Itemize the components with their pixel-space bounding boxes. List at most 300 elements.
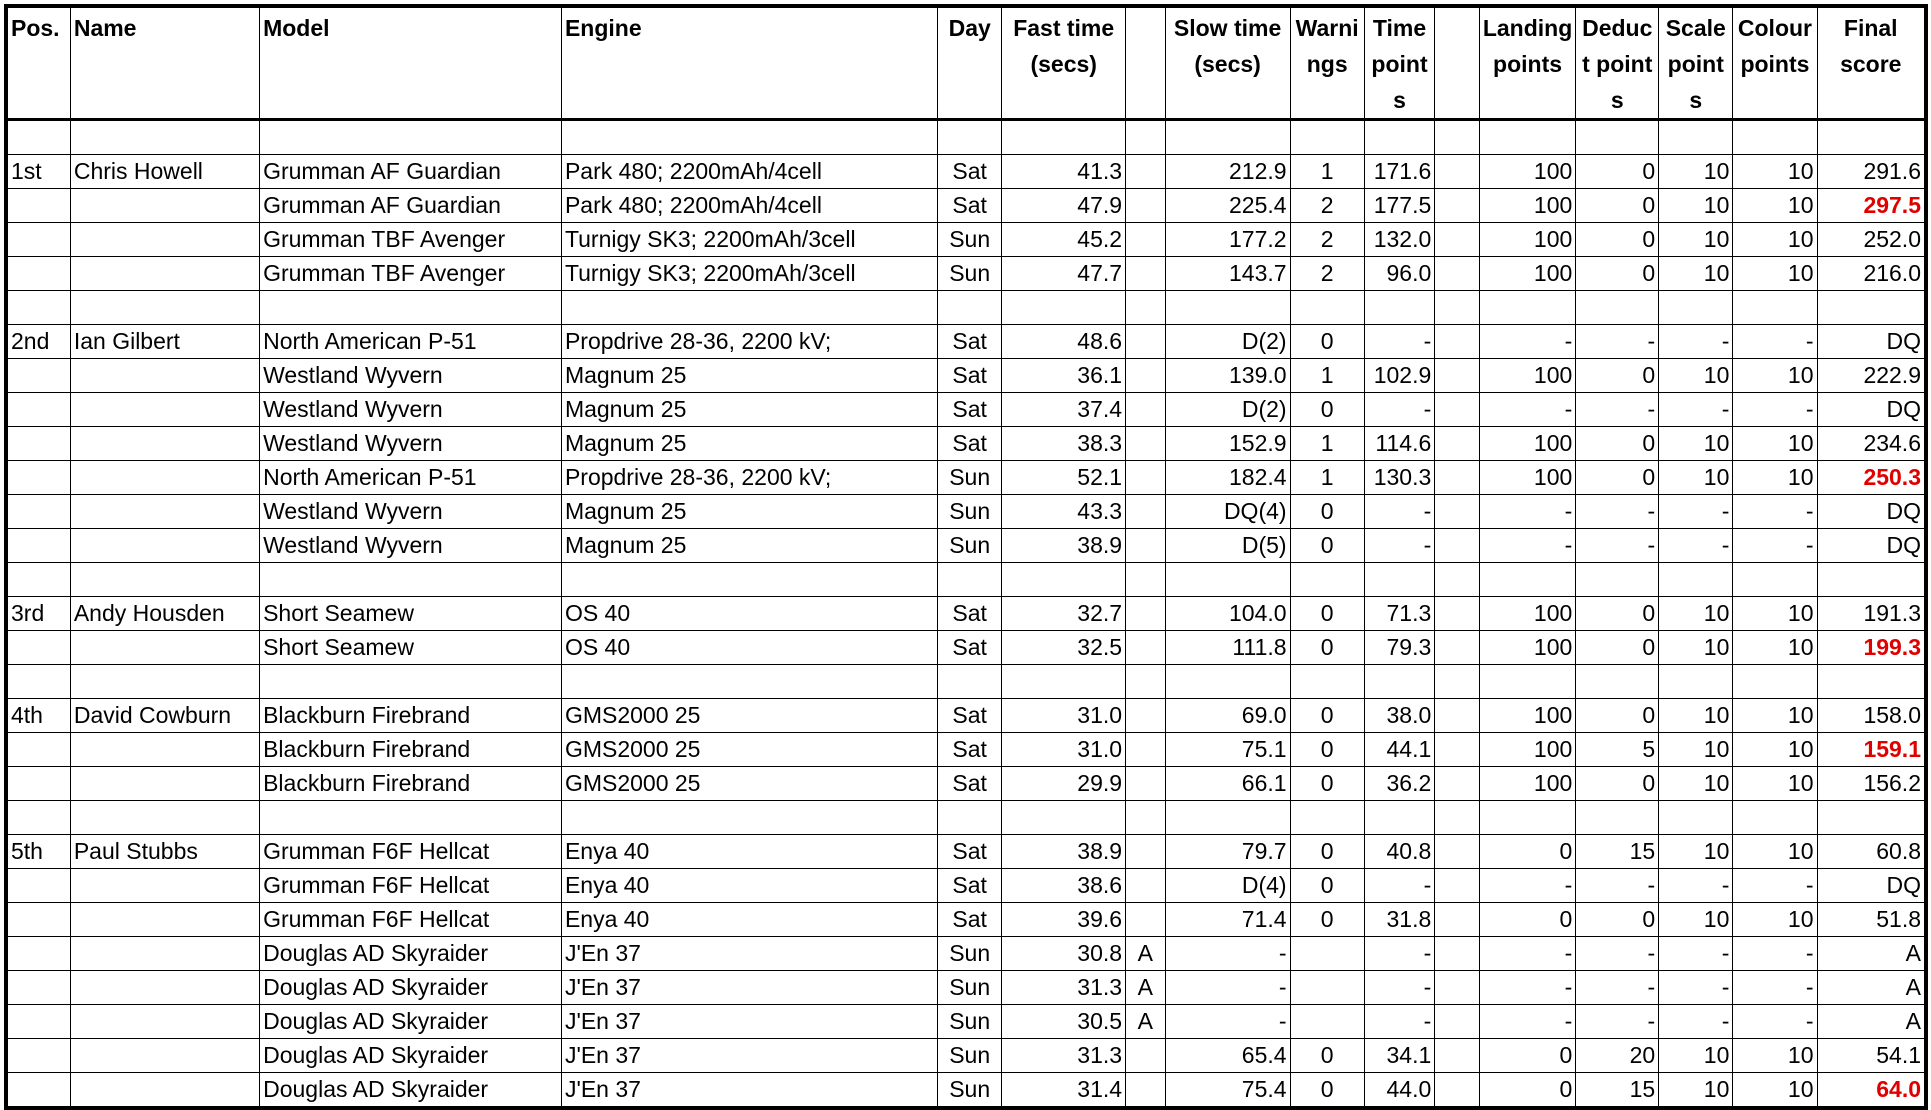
cell-colour-points[interactable]: 10 [1733,155,1817,189]
cell-time-points[interactable] [1364,291,1435,325]
cell-deduct-points[interactable] [1576,665,1659,699]
cell-scale-points[interactable]: 10 [1659,223,1733,257]
cell-final-score[interactable]: DQ [1817,869,1926,903]
cell-name[interactable] [70,733,259,767]
cell-name[interactable] [70,427,259,461]
cell-scale-points[interactable]: - [1659,971,1733,1005]
cell-deduct-points[interactable]: 0 [1576,631,1659,665]
cell-colour-points[interactable]: - [1733,937,1817,971]
cell-engine[interactable]: Magnum 25 [561,495,937,529]
cell-slow-time[interactable]: 177.2 [1165,223,1290,257]
cell-warnings[interactable]: 2 [1290,223,1364,257]
cell-colour-points[interactable]: 10 [1733,461,1817,495]
cell-model[interactable]: Douglas AD Skyraider [260,937,562,971]
cell-flag[interactable] [1126,291,1166,325]
cell-slow-time[interactable]: 139.0 [1165,359,1290,393]
cell-warnings[interactable] [1290,971,1364,1005]
cell-name[interactable] [70,291,259,325]
cell-fast-time[interactable]: 31.3 [1002,971,1126,1005]
cell-colour-points[interactable]: 10 [1733,1073,1817,1109]
cell-flag[interactable] [1126,631,1166,665]
cell-model[interactable] [260,563,562,597]
cell-time-points[interactable]: - [1364,393,1435,427]
cell-blank[interactable] [1435,495,1480,529]
cell-deduct-points[interactable]: 15 [1576,835,1659,869]
cell-colour-points[interactable] [1733,120,1817,155]
cell-scale-points[interactable]: - [1659,937,1733,971]
cell-scale-points[interactable]: - [1659,393,1733,427]
cell-landing-points[interactable] [1479,563,1575,597]
cell-deduct-points[interactable]: 0 [1576,223,1659,257]
cell-landing-points[interactable]: - [1479,1005,1575,1039]
cell-warnings[interactable] [1290,120,1364,155]
cell-fast-time[interactable]: 31.0 [1002,699,1126,733]
cell-pos[interactable] [6,1005,70,1039]
cell-landing-points[interactable]: 0 [1479,1039,1575,1073]
cell-slow-time[interactable] [1165,563,1290,597]
cell-slow-time[interactable]: 104.0 [1165,597,1290,631]
cell-name[interactable] [70,1039,259,1073]
cell-slow-time[interactable]: - [1165,937,1290,971]
cell-pos[interactable] [6,359,70,393]
col-header-deduct-points[interactable]: Deduct points [1576,6,1659,120]
cell-deduct-points[interactable]: 0 [1576,359,1659,393]
cell-flag[interactable] [1126,665,1166,699]
cell-time-points[interactable]: 31.8 [1364,903,1435,937]
col-header-scale-points[interactable]: Scale points [1659,6,1733,120]
cell-warnings[interactable]: 0 [1290,529,1364,563]
cell-fast-time[interactable]: 30.8 [1002,937,1126,971]
cell-landing-points[interactable]: 100 [1479,767,1575,801]
cell-warnings[interactable] [1290,563,1364,597]
col-header-engine[interactable]: Engine [561,6,937,120]
cell-colour-points[interactable]: - [1733,869,1817,903]
cell-flag[interactable] [1126,257,1166,291]
cell-engine[interactable]: J'En 37 [561,1039,937,1073]
cell-landing-points[interactable]: 100 [1479,359,1575,393]
cell-name[interactable]: Ian Gilbert [70,325,259,359]
cell-day[interactable]: Sun [938,223,1002,257]
cell-pos[interactable] [6,427,70,461]
cell-fast-time[interactable]: 31.0 [1002,733,1126,767]
cell-pos[interactable]: 5th [6,835,70,869]
col-header-fast-time[interactable]: Fast time (secs) [1002,6,1126,120]
cell-flag[interactable] [1126,427,1166,461]
cell-pos[interactable] [6,120,70,155]
cell-blank[interactable] [1435,359,1480,393]
cell-blank[interactable] [1435,971,1480,1005]
cell-landing-points[interactable]: 0 [1479,835,1575,869]
cell-flag[interactable] [1126,563,1166,597]
cell-pos[interactable]: 2nd [6,325,70,359]
cell-final-score[interactable] [1817,563,1926,597]
cell-day[interactable]: Sat [938,427,1002,461]
cell-colour-points[interactable]: 10 [1733,631,1817,665]
cell-pos[interactable] [6,257,70,291]
cell-model[interactable]: Grumman AF Guardian [260,155,562,189]
cell-engine[interactable]: GMS2000 25 [561,699,937,733]
cell-deduct-points[interactable] [1576,120,1659,155]
cell-name[interactable] [70,189,259,223]
col-header-slow-time[interactable]: Slow time (secs) [1165,6,1290,120]
cell-pos[interactable] [6,563,70,597]
cell-warnings[interactable]: 1 [1290,155,1364,189]
cell-final-score[interactable]: 158.0 [1817,699,1926,733]
cell-scale-points[interactable]: 10 [1659,189,1733,223]
cell-time-points[interactable]: 171.6 [1364,155,1435,189]
cell-model[interactable] [260,665,562,699]
cell-blank[interactable] [1435,801,1480,835]
cell-time-points[interactable]: 36.2 [1364,767,1435,801]
cell-engine[interactable]: J'En 37 [561,937,937,971]
cell-fast-time[interactable]: 37.4 [1002,393,1126,427]
cell-deduct-points[interactable]: - [1576,869,1659,903]
cell-fast-time[interactable] [1002,563,1126,597]
cell-colour-points[interactable] [1733,801,1817,835]
cell-time-points[interactable]: 40.8 [1364,835,1435,869]
cell-day[interactable] [938,291,1002,325]
cell-landing-points[interactable]: 100 [1479,257,1575,291]
cell-engine[interactable]: Magnum 25 [561,359,937,393]
cell-warnings[interactable]: 2 [1290,257,1364,291]
cell-scale-points[interactable]: - [1659,1005,1733,1039]
cell-landing-points[interactable] [1479,801,1575,835]
cell-landing-points[interactable]: 100 [1479,597,1575,631]
cell-blank[interactable] [1435,223,1480,257]
cell-fast-time[interactable]: 43.3 [1002,495,1126,529]
cell-time-points[interactable]: 177.5 [1364,189,1435,223]
cell-deduct-points[interactable]: 0 [1576,461,1659,495]
cell-final-score[interactable]: 252.0 [1817,223,1926,257]
cell-deduct-points[interactable]: 5 [1576,733,1659,767]
cell-fast-time[interactable]: 39.6 [1002,903,1126,937]
cell-slow-time[interactable]: D(2) [1165,325,1290,359]
cell-day[interactable]: Sat [938,189,1002,223]
cell-colour-points[interactable]: 10 [1733,903,1817,937]
cell-engine[interactable]: Turnigy SK3; 2200mAh/3cell [561,257,937,291]
cell-name[interactable]: Andy Housden [70,597,259,631]
cell-deduct-points[interactable]: 0 [1576,189,1659,223]
cell-day[interactable]: Sat [938,359,1002,393]
cell-scale-points[interactable] [1659,563,1733,597]
cell-final-score[interactable]: 159.1 [1817,733,1926,767]
cell-model[interactable]: Westland Wyvern [260,359,562,393]
cell-time-points[interactable]: 102.9 [1364,359,1435,393]
cell-colour-points[interactable]: - [1733,1005,1817,1039]
cell-time-points[interactable]: - [1364,937,1435,971]
cell-final-score[interactable]: 199.3 [1817,631,1926,665]
cell-colour-points[interactable]: - [1733,971,1817,1005]
cell-fast-time[interactable]: 45.2 [1002,223,1126,257]
cell-final-score[interactable]: DQ [1817,529,1926,563]
cell-slow-time[interactable] [1165,801,1290,835]
cell-scale-points[interactable]: 10 [1659,767,1733,801]
cell-blank[interactable] [1435,393,1480,427]
cell-engine[interactable]: Enya 40 [561,903,937,937]
cell-flag[interactable] [1126,903,1166,937]
cell-time-points[interactable]: 71.3 [1364,597,1435,631]
cell-flag[interactable] [1126,1073,1166,1109]
cell-colour-points[interactable]: 10 [1733,427,1817,461]
cell-deduct-points[interactable]: - [1576,529,1659,563]
cell-slow-time[interactable]: 111.8 [1165,631,1290,665]
cell-name[interactable] [70,495,259,529]
cell-landing-points[interactable]: 100 [1479,631,1575,665]
cell-blank[interactable] [1435,563,1480,597]
cell-slow-time[interactable]: 143.7 [1165,257,1290,291]
cell-slow-time[interactable] [1165,120,1290,155]
cell-name[interactable] [70,767,259,801]
cell-final-score[interactable]: A [1817,937,1926,971]
cell-time-points[interactable]: 44.1 [1364,733,1435,767]
cell-flag[interactable] [1126,597,1166,631]
cell-blank[interactable] [1435,325,1480,359]
cell-deduct-points[interactable]: 0 [1576,767,1659,801]
cell-name[interactable]: Paul Stubbs [70,835,259,869]
cell-deduct-points[interactable] [1576,801,1659,835]
cell-day[interactable]: Sat [938,869,1002,903]
cell-name[interactable] [70,393,259,427]
cell-warnings[interactable] [1290,801,1364,835]
cell-landing-points[interactable]: 100 [1479,461,1575,495]
cell-final-score[interactable]: A [1817,971,1926,1005]
cell-slow-time[interactable]: 212.9 [1165,155,1290,189]
cell-name[interactable] [70,223,259,257]
cell-day[interactable] [938,665,1002,699]
cell-day[interactable]: Sun [938,529,1002,563]
cell-flag[interactable] [1126,835,1166,869]
cell-model[interactable]: Grumman F6F Hellcat [260,869,562,903]
cell-deduct-points[interactable] [1576,563,1659,597]
cell-colour-points[interactable]: 10 [1733,767,1817,801]
cell-fast-time[interactable]: 41.3 [1002,155,1126,189]
cell-name[interactable] [70,971,259,1005]
col-header-landing-points[interactable]: Landing points [1479,6,1575,120]
cell-day[interactable]: Sun [938,1039,1002,1073]
cell-engine[interactable]: Park 480; 2200mAh/4cell [561,189,937,223]
cell-model[interactable]: Grumman F6F Hellcat [260,835,562,869]
cell-model[interactable]: North American P-51 [260,461,562,495]
cell-name[interactable] [70,1005,259,1039]
cell-scale-points[interactable] [1659,291,1733,325]
cell-colour-points[interactable]: - [1733,393,1817,427]
cell-fast-time[interactable]: 47.7 [1002,257,1126,291]
cell-day[interactable]: Sat [938,903,1002,937]
cell-blank[interactable] [1435,529,1480,563]
cell-deduct-points[interactable]: - [1576,495,1659,529]
cell-engine[interactable]: Magnum 25 [561,427,937,461]
cell-flag[interactable] [1126,461,1166,495]
cell-model[interactable]: Blackburn Firebrand [260,699,562,733]
cell-slow-time[interactable]: DQ(4) [1165,495,1290,529]
cell-landing-points[interactable]: 100 [1479,155,1575,189]
cell-colour-points[interactable]: - [1733,495,1817,529]
cell-warnings[interactable]: 0 [1290,903,1364,937]
cell-slow-time[interactable] [1165,665,1290,699]
cell-engine[interactable]: Park 480; 2200mAh/4cell [561,155,937,189]
cell-landing-points[interactable] [1479,665,1575,699]
cell-fast-time[interactable]: 31.4 [1002,1073,1126,1109]
cell-flag[interactable] [1126,767,1166,801]
cell-warnings[interactable]: 0 [1290,835,1364,869]
cell-engine[interactable]: GMS2000 25 [561,767,937,801]
cell-final-score[interactable]: 216.0 [1817,257,1926,291]
cell-model[interactable]: Westland Wyvern [260,495,562,529]
cell-slow-time[interactable]: - [1165,1005,1290,1039]
cell-blank[interactable] [1435,291,1480,325]
cell-blank[interactable] [1435,869,1480,903]
cell-blank[interactable] [1435,461,1480,495]
cell-day[interactable]: Sun [938,257,1002,291]
cell-landing-points[interactable]: - [1479,325,1575,359]
cell-blank[interactable] [1435,1005,1480,1039]
cell-fast-time[interactable]: 38.9 [1002,529,1126,563]
cell-colour-points[interactable]: 10 [1733,699,1817,733]
cell-pos[interactable] [6,291,70,325]
cell-engine[interactable] [561,563,937,597]
cell-warnings[interactable]: 1 [1290,461,1364,495]
cell-landing-points[interactable]: - [1479,869,1575,903]
cell-flag[interactable] [1126,529,1166,563]
cell-model[interactable]: Grumman F6F Hellcat [260,903,562,937]
cell-scale-points[interactable] [1659,801,1733,835]
cell-landing-points[interactable]: 100 [1479,223,1575,257]
cell-colour-points[interactable]: 10 [1733,835,1817,869]
cell-blank[interactable] [1435,155,1480,189]
col-header-warnings[interactable]: Warnings [1290,6,1364,120]
cell-scale-points[interactable]: 10 [1659,903,1733,937]
cell-time-points[interactable]: 79.3 [1364,631,1435,665]
cell-warnings[interactable] [1290,937,1364,971]
cell-final-score[interactable]: 291.6 [1817,155,1926,189]
cell-deduct-points[interactable]: - [1576,393,1659,427]
cell-slow-time[interactable]: 65.4 [1165,1039,1290,1073]
cell-slow-time[interactable]: 66.1 [1165,767,1290,801]
cell-blank[interactable] [1435,427,1480,461]
cell-name[interactable] [70,359,259,393]
cell-fast-time[interactable]: 38.6 [1002,869,1126,903]
cell-day[interactable]: Sat [938,699,1002,733]
col-header-model[interactable]: Model [260,6,562,120]
cell-final-score[interactable]: 191.3 [1817,597,1926,631]
cell-pos[interactable] [6,801,70,835]
cell-blank[interactable] [1435,937,1480,971]
cell-engine[interactable]: Propdrive 28-36, 2200 kV; [561,325,937,359]
cell-warnings[interactable]: 0 [1290,733,1364,767]
cell-time-points[interactable]: - [1364,529,1435,563]
cell-scale-points[interactable]: - [1659,529,1733,563]
cell-flag[interactable] [1126,325,1166,359]
cell-landing-points[interactable]: 100 [1479,189,1575,223]
cell-pos[interactable] [6,1073,70,1109]
cell-flag[interactable] [1126,733,1166,767]
cell-blank[interactable] [1435,189,1480,223]
cell-flag[interactable] [1126,393,1166,427]
cell-warnings[interactable] [1290,1005,1364,1039]
cell-pos[interactable] [6,1039,70,1073]
col-header-day[interactable]: Day [938,6,1002,120]
cell-scale-points[interactable] [1659,120,1733,155]
cell-model[interactable]: Douglas AD Skyraider [260,1073,562,1109]
cell-day[interactable]: Sat [938,631,1002,665]
cell-day[interactable]: Sat [938,155,1002,189]
cell-engine[interactable]: GMS2000 25 [561,733,937,767]
cell-name[interactable] [70,937,259,971]
cell-engine[interactable]: Enya 40 [561,869,937,903]
cell-pos[interactable] [6,869,70,903]
cell-landing-points[interactable]: - [1479,393,1575,427]
cell-pos[interactable]: 4th [6,699,70,733]
cell-name[interactable] [70,801,259,835]
cell-final-score[interactable] [1817,291,1926,325]
cell-scale-points[interactable]: 10 [1659,733,1733,767]
cell-engine[interactable]: Propdrive 28-36, 2200 kV; [561,461,937,495]
cell-slow-time[interactable]: - [1165,971,1290,1005]
cell-warnings[interactable]: 0 [1290,699,1364,733]
cell-flag[interactable] [1126,359,1166,393]
cell-time-points[interactable]: 114.6 [1364,427,1435,461]
cell-day[interactable] [938,120,1002,155]
cell-slow-time[interactable]: 75.1 [1165,733,1290,767]
cell-name[interactable] [70,869,259,903]
cell-time-points[interactable]: 96.0 [1364,257,1435,291]
cell-fast-time[interactable] [1002,120,1126,155]
cell-final-score[interactable] [1817,801,1926,835]
cell-time-points[interactable]: 38.0 [1364,699,1435,733]
cell-engine[interactable]: OS 40 [561,597,937,631]
cell-name[interactable] [70,1073,259,1109]
cell-warnings[interactable]: 1 [1290,427,1364,461]
cell-colour-points[interactable]: 10 [1733,257,1817,291]
cell-final-score[interactable]: DQ [1817,393,1926,427]
cell-pos[interactable] [6,903,70,937]
cell-pos[interactable] [6,937,70,971]
cell-scale-points[interactable]: 10 [1659,631,1733,665]
col-header-name[interactable]: Name [70,6,259,120]
cell-scale-points[interactable]: 10 [1659,1073,1733,1109]
cell-time-points[interactable] [1364,563,1435,597]
cell-day[interactable]: Sun [938,495,1002,529]
cell-name[interactable] [70,120,259,155]
cell-landing-points[interactable]: - [1479,937,1575,971]
cell-slow-time[interactable]: 71.4 [1165,903,1290,937]
cell-name[interactable] [70,563,259,597]
cell-warnings[interactable]: 0 [1290,767,1364,801]
cell-pos[interactable] [6,495,70,529]
cell-engine[interactable]: Magnum 25 [561,529,937,563]
cell-colour-points[interactable] [1733,291,1817,325]
cell-final-score[interactable] [1817,665,1926,699]
cell-fast-time[interactable]: 48.6 [1002,325,1126,359]
cell-fast-time[interactable]: 38.3 [1002,427,1126,461]
col-header-final-score[interactable]: Final score [1817,6,1926,120]
cell-pos[interactable] [6,665,70,699]
cell-model[interactable] [260,291,562,325]
cell-colour-points[interactable] [1733,563,1817,597]
cell-slow-time[interactable]: 225.4 [1165,189,1290,223]
cell-model[interactable]: Westland Wyvern [260,393,562,427]
cell-deduct-points[interactable]: - [1576,937,1659,971]
cell-blank[interactable] [1435,903,1480,937]
cell-pos[interactable]: 1st [6,155,70,189]
cell-engine[interactable]: Turnigy SK3; 2200mAh/3cell [561,223,937,257]
col-header-colour-points[interactable]: Colour points [1733,6,1817,120]
cell-model[interactable]: North American P-51 [260,325,562,359]
cell-model[interactable] [260,120,562,155]
cell-deduct-points[interactable]: 0 [1576,155,1659,189]
cell-final-score[interactable]: 250.3 [1817,461,1926,495]
cell-pos[interactable] [6,631,70,665]
